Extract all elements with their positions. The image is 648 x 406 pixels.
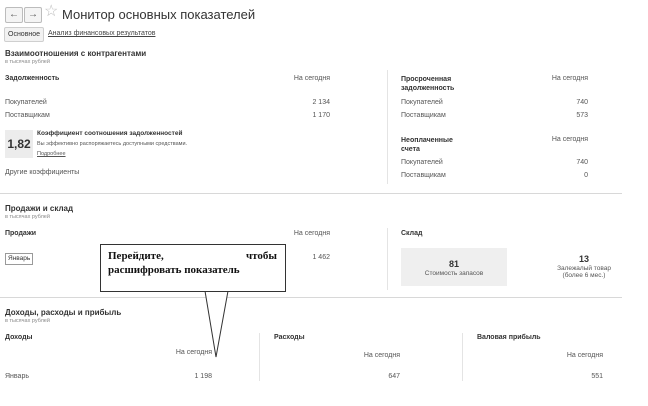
stock-label: Стоимость запасов xyxy=(424,270,484,277)
sales-col-header: На сегодня xyxy=(293,230,330,237)
debt-buyers-value[interactable]: 2 134 xyxy=(312,99,330,106)
callout-text-line: расшифровать показатель xyxy=(108,264,240,276)
income-value[interactable]: 1 198 xyxy=(194,373,212,380)
overdue-suppliers-label: Поставщикам xyxy=(401,112,446,119)
warehouse-header: Склад xyxy=(401,230,423,237)
section-title-sales: Продажи и склад xyxy=(5,204,74,213)
sales-header: Продажи xyxy=(5,230,37,237)
overdue-header: Просроченная задолженность xyxy=(401,76,455,92)
overdue-buyers-label: Покупателей xyxy=(401,99,443,106)
expenses-col-header: На сегодня xyxy=(363,352,400,359)
expenses-header: Расходы xyxy=(274,334,305,341)
sales-value[interactable]: 1 462 xyxy=(312,254,330,261)
tab-main[interactable]: Основное xyxy=(4,27,44,42)
hint-callout xyxy=(100,244,286,292)
overdue-suppliers-value[interactable]: 573 xyxy=(576,112,588,119)
profit-header: Валовая прибыль xyxy=(477,334,541,341)
stale-label: Залежалый товар xyxy=(557,265,611,272)
income-col-header: На сегодня xyxy=(175,349,212,356)
stock-value: 81 xyxy=(448,259,459,269)
unpaid-suppliers-label: Поставщикам xyxy=(401,172,446,179)
ratio-details-link[interactable]: Подробнее xyxy=(37,151,66,157)
debt-header: Задолженность xyxy=(5,75,60,82)
sales-period-field[interactable]: Январь xyxy=(5,253,33,265)
ratio-title: Коэффициент соотношения задолженностей xyxy=(37,130,183,137)
ratio-value-box: 1,82 xyxy=(5,130,33,158)
profit-col-header: На сегодня xyxy=(566,352,603,359)
section-units: в тысячах рублей xyxy=(5,214,50,220)
unpaid-col-header: На сегодня xyxy=(551,136,588,143)
unpaid-suppliers-value[interactable]: 0 xyxy=(584,172,588,179)
unpaid-buyers-value[interactable]: 740 xyxy=(576,159,588,166)
debt-col-header: На сегодня xyxy=(293,75,330,82)
overdue-col-header: На сегодня xyxy=(551,75,588,82)
unpaid-header: Неоплаченные счета xyxy=(401,137,453,153)
income-header: Доходы xyxy=(5,334,33,341)
overdue-buyers-value[interactable]: 740 xyxy=(576,99,588,106)
favorite-star-icon[interactable]: ☆ xyxy=(44,3,59,20)
section-title-counterparties: Взаимоотношения с контрагентами xyxy=(5,49,147,58)
profit-value[interactable]: 551 xyxy=(591,373,603,380)
callout-text-part: Перейдите, xyxy=(108,250,164,262)
section-units: в тысячах рублей xyxy=(5,318,50,324)
section-units: в тысячах рублей xyxy=(5,59,50,65)
expenses-value[interactable]: 647 xyxy=(388,373,400,380)
page-title: Монитор основных показателей xyxy=(62,7,256,22)
debt-suppliers-label: Поставщикам xyxy=(5,112,50,119)
debt-buyers-label: Покупателей xyxy=(5,99,47,106)
forward-arrow-icon: → xyxy=(28,9,38,20)
other-ratios-link[interactable]: Другие коэффициенты xyxy=(5,169,80,176)
stale-label-period: (более 6 мес.) xyxy=(562,272,606,279)
ratio-description: Вы эффективно распоряжаетесь доступными средствами. xyxy=(37,141,188,147)
callout-text-part: чтобы xyxy=(245,250,277,262)
back-arrow-icon: ← xyxy=(9,9,19,20)
income-period-label: Январь xyxy=(5,373,29,380)
debt-suppliers-value[interactable]: 1 170 xyxy=(312,112,330,119)
unpaid-buyers-label: Покупателей xyxy=(401,159,443,166)
section-title-income: Доходы, расходы и прибыль xyxy=(5,308,122,317)
stale-value: 13 xyxy=(578,254,589,264)
tab-financial-analysis[interactable]: Анализ финансовых результатов xyxy=(48,30,156,37)
